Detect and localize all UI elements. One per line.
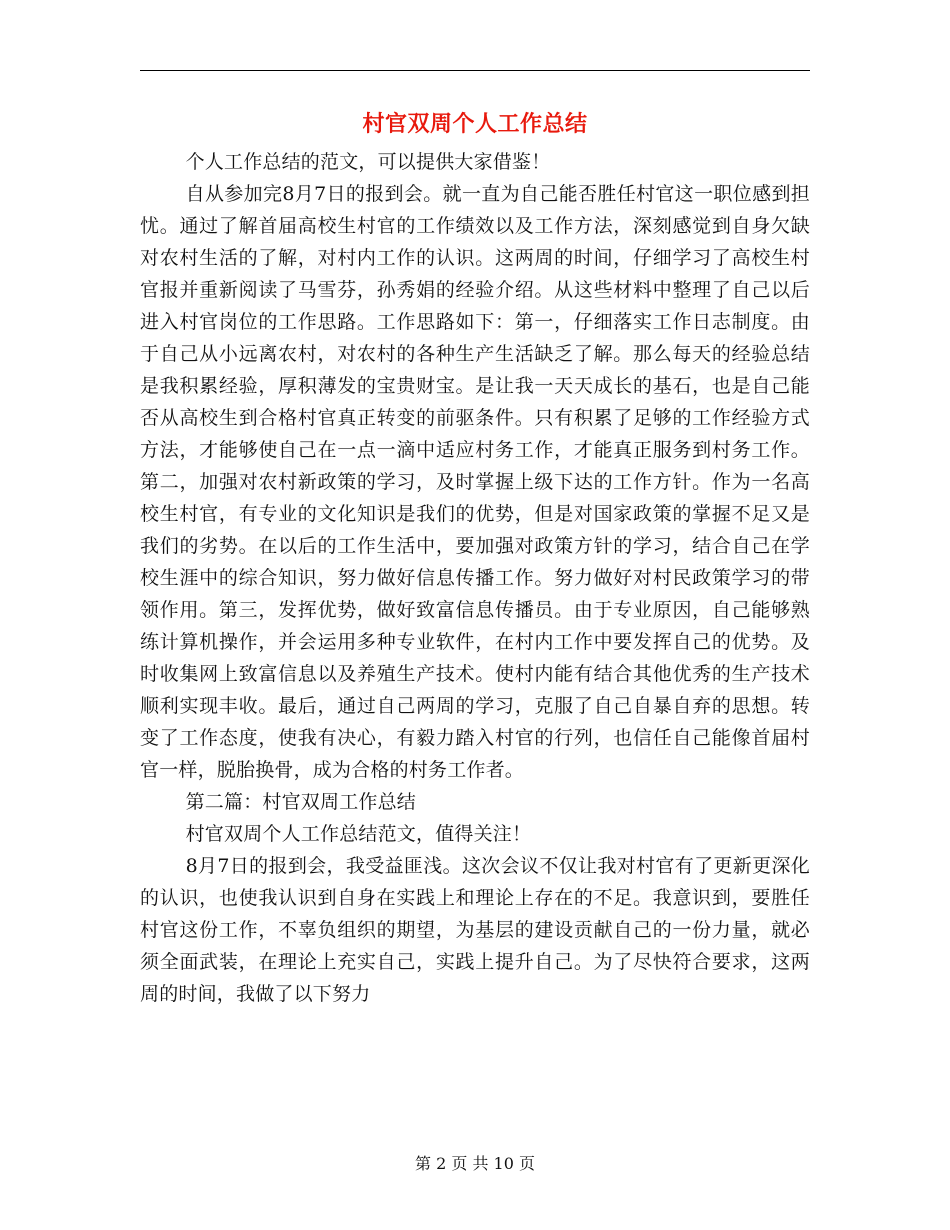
section-heading: 第二篇：村官双周工作总结: [185, 791, 416, 813]
document-body: [140, 146, 810, 1010]
page-number-footer: 第 2 页 共 10 页: [415, 1154, 535, 1173]
document-title: 村官双周个人工作总结: [362, 111, 588, 137]
intro-paragraph: 个人工作总结的范文，可以提供大家借鉴！: [185, 151, 551, 173]
section-intro-paragraph: 村官双周个人工作总结范文，值得关注！: [185, 823, 532, 845]
body-paragraph: 自从参加完8月7日的报到会。就一直为自己能否胜任村官这一职位感到担忧。通过了解首届高校生村官的工作绩效以及工作方法，深刻感觉到自身欠缺对农村生活的了解，对村内工作的认识。这两周的时间，仔细学习了高校生村官报并重新阅读了马雪芬，孙秀娟的经验介绍。从这些材料中整理了自己以后进入村官岗位的工作思路。工作思路如下：第一，仔细落实工作日志制度。由于自己从小远离农村，对农村的各种生产生活缺乏了解。那么每天的经验总结是我积累经验，厚积薄发的宝贵财宝。是让我一天天成长的基石，也是自己能否从高校生到合格村官真正转变的前驱条件。只有积累了足够的工作经验方式方法，才能够使自己在一点一滴中适应村务工作，才能真正服务到村务工作。第二，加强对农村新政策的学习，及时掌握上级下达的工作方针。作为一名高校生村官，有专业的文化知识是我们的优势，但是对国家政策的掌握不足又是我们的劣势。在以后的工作生活中，要加强对政策方针的学习，结合自己在学校生涯中的综合知识，努力做好信息传播工作。努力做好对村民政策学习的带领作用。第三，发挥优势，做好致富信息传播员。由于专业原因，自己能够熟练计算机操作，并会运用多种专业软件，在村内工作中要发挥自己的优势。及时收集网上致富信息以及养殖生产技术。使村内能有结合其他优秀的生产技术顺利实现丰收。最后，通过自己两周的学习，克服了自己自暴自弃的思想。转变了工作态度，使我有决心，有毅力踏入村官的行列，也信任自己能像首届村官一样，脱胎换骨，成为合格的村务工作者。: [140, 183, 810, 781]
body-paragraph: 8月7日的报到会，我受益匪浅。这次会议不仅让我对村官有了更新更深化的认识，也使我认识到自身在实践上和理论上存在的不足。我意识到，要胜任村官这份工作，不辜负组织的期望，为基层的建设贡献自己的一份力量，就必须全面武装，在理论上充实自己，实践上提升自己。为了尽快符合要求，这两周的时间，我做了以下努力: [140, 855, 810, 1005]
header-rule: [140, 70, 810, 71]
